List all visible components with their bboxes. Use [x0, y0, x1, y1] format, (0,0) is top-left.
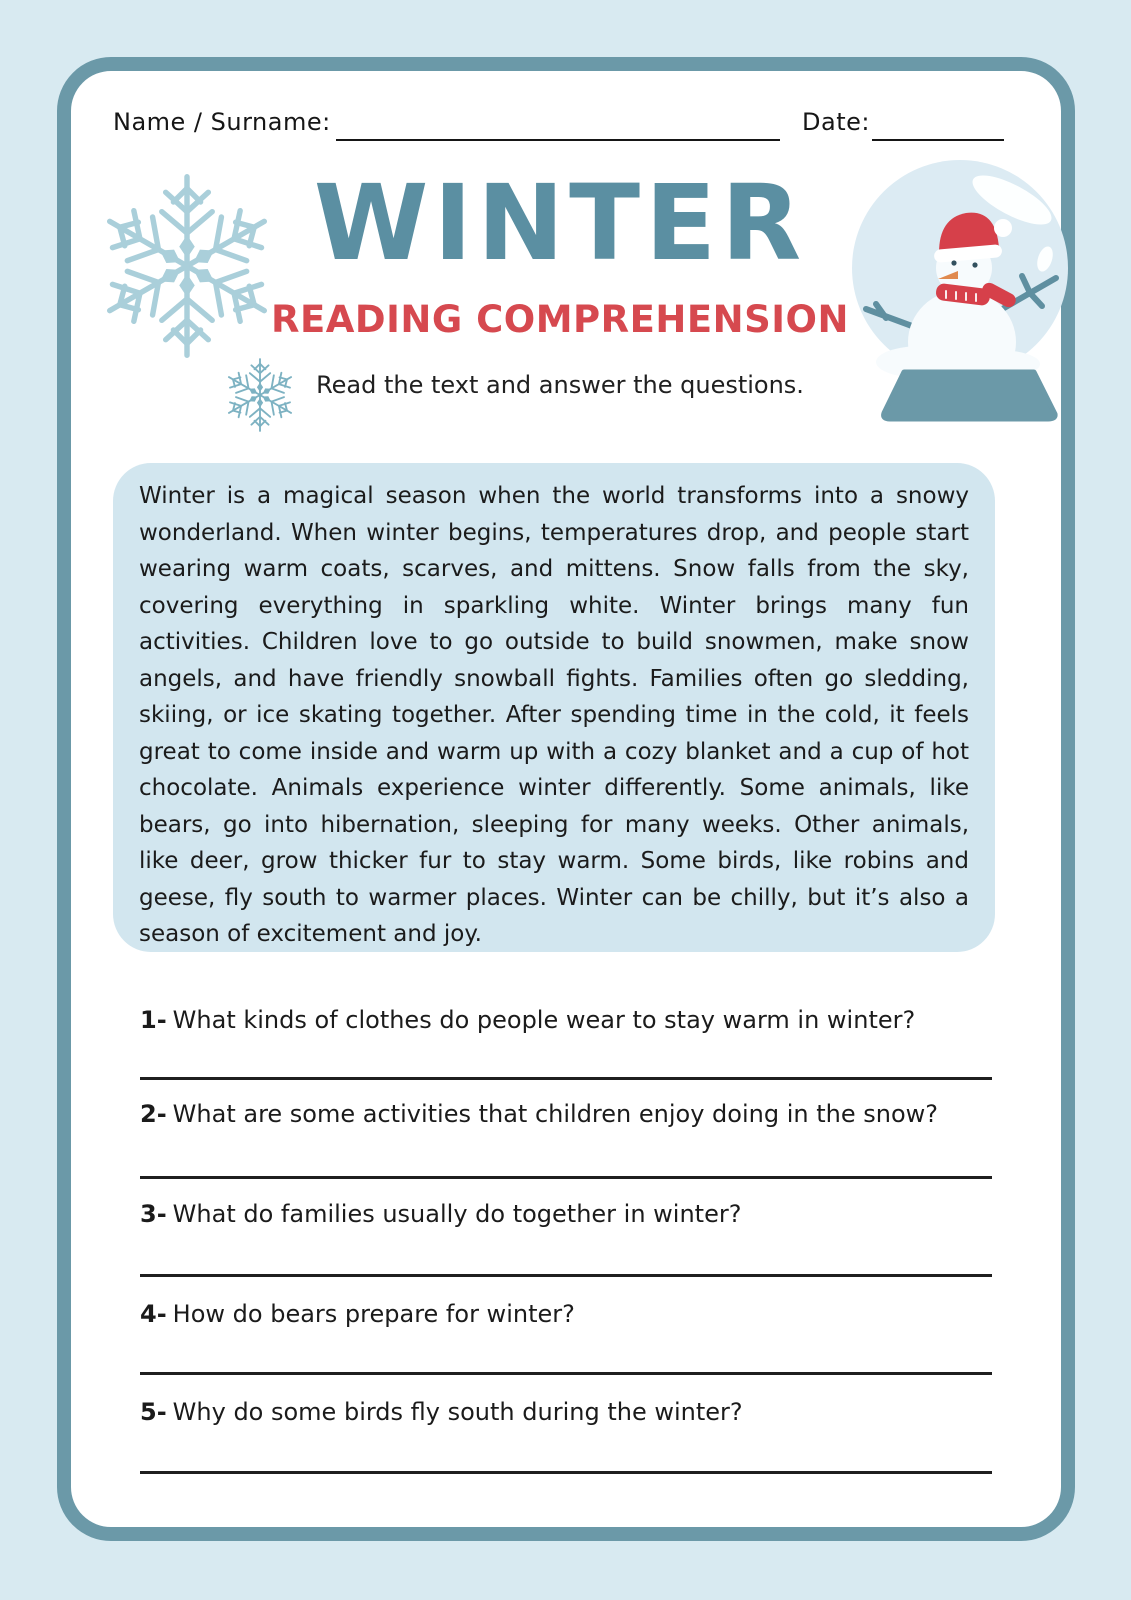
- instruction-text: Read the text and answer the questions.: [316, 371, 804, 400]
- date-input-line[interactable]: [872, 139, 1004, 141]
- answer-line-2[interactable]: [140, 1176, 992, 1179]
- answer-line-4[interactable]: [140, 1372, 992, 1375]
- date-label: Date:: [802, 108, 870, 136]
- question-1-number: 1-: [140, 1006, 167, 1034]
- answer-line-5[interactable]: [140, 1471, 992, 1474]
- worksheet-title: WINTER: [313, 162, 807, 284]
- snow-globe-icon: [846, 156, 1082, 426]
- question-2-text: What are some activities that children enjoy doing in the snow?: [172, 1100, 938, 1128]
- worksheet-subtitle: READING COMPREHENSION: [271, 298, 849, 342]
- question-4-text: How do bears prepare for winter?: [172, 1300, 575, 1328]
- question-1-text: What kinds of clothes do people wear to stay warm in winter?: [172, 1006, 916, 1034]
- reading-passage-box: [113, 463, 995, 952]
- question-3-number: 3-: [140, 1200, 167, 1228]
- name-input-line[interactable]: [336, 139, 780, 141]
- answer-line-1[interactable]: [140, 1077, 992, 1080]
- question-2: [140, 1100, 1000, 1128]
- question-5-text: Why do some birds fly south during the winter?: [172, 1398, 743, 1426]
- question-3: [140, 1200, 1000, 1228]
- question-4: [140, 1300, 1000, 1328]
- question-1: [140, 1006, 1000, 1034]
- question-2-number: 2-: [140, 1100, 167, 1128]
- question-5: [140, 1398, 1000, 1426]
- question-4-number: 4-: [140, 1300, 167, 1328]
- question-5-number: 5-: [140, 1398, 167, 1426]
- name-label: Name / Surname:: [113, 108, 331, 136]
- answer-line-3[interactable]: [140, 1274, 992, 1277]
- title-block: [250, 162, 870, 400]
- question-3-text: What do families usually do together in winter?: [172, 1200, 742, 1228]
- passage-text: Winter is a magical season when the world transforms into a snowy wonderland. When winter begins, temperatures drop, and people start wearing warm coats, scarves, and mittens. Snow falls from the sky, covering everything in sparkling white. Winter brings many fun activities. Children love to go outside to build snowmen, make snow angels, and have friendly snowball fights. Families often go sledding, skiing, or ice skating together. After spending time in the cold, it feels great to come inside and warm up with a cozy blanket and a cup of hot chocolate. Animals experience winter differently. Some animals, like bears, go into hibernation, sleeping for many weeks. Other animals, like deer, grow thicker fur to stay warm. Some birds, like robins and geese, fly south to warmer places. Winter can be chilly, but it’s also a season of excitement and joy.: [139, 483, 969, 947]
